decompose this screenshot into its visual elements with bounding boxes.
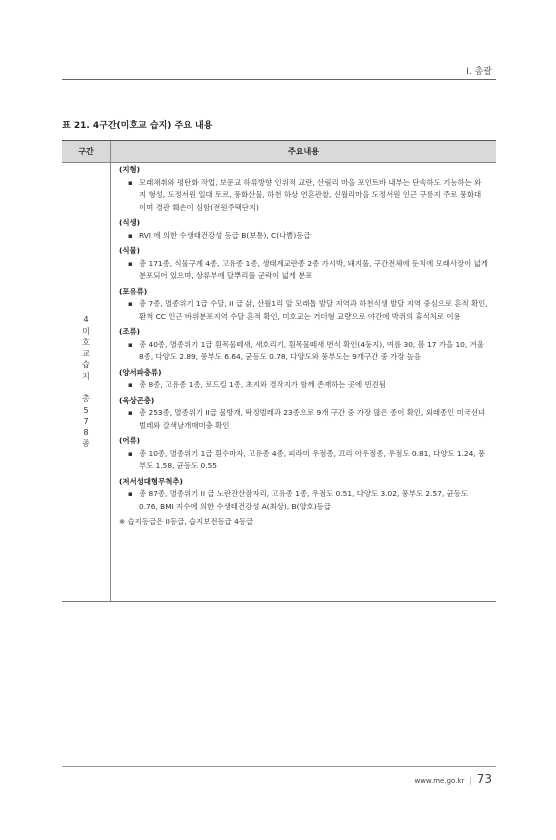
segment-char: 호 (82, 337, 90, 347)
table-body-row (62, 163, 496, 601)
segment-char: 7 (83, 416, 89, 426)
page-footer (414, 772, 492, 786)
segment-char: 종 (82, 439, 90, 449)
section-bullet: ▪ 모래채취와 평탄화 작업, 보문교 하류방향 인위적 교란, 산림리 마을 포인트바 내부는 단속하도 기능하는 와지 형성, 도정서원 일대 토르, 풍화산물, 하천 하상 연흔관찰, 신월리마을 도정서원 인근 구릉지 주로 풍화대이며 경관 훼손이 심함(전원주택단지) (119, 177, 488, 215)
segment-char: 5 (83, 405, 89, 415)
footer-url: www.me.go.kr (414, 777, 465, 785)
section-title: (포유류) (119, 286, 148, 296)
segment-char (82, 382, 90, 393)
table-caption: 표 21. 4구간(미호교 습지) 주요 내용 (62, 121, 213, 131)
table-header-row (62, 141, 496, 163)
table-note: ※ 습지등급은 II등급, 습지보전등급 4등급 (119, 517, 254, 526)
section-bullet: ▪ 총 8종, 고유종 1종, 로드킬 1종, 초지와 경작지가 함께 존재하는 곳에 빈견됨 (119, 379, 488, 392)
section-title: (지형) (119, 165, 141, 174)
segment-char: 미 (82, 326, 90, 336)
segment-char: 교 (82, 349, 90, 359)
section-bullet: ▪ RVI 에 의한 수생태건강성 등급 B(보통), C(나쁨)등급 (119, 230, 488, 243)
segment-char: 총 (82, 394, 90, 404)
segment-label-vertical (82, 314, 90, 450)
column-header-segment: 구간 (62, 141, 111, 162)
content-cell (111, 163, 496, 601)
section-bullet: ▪ 총 7종, 멸종위기 1급 수달, II 급 삵, 산월1리 앞 모래톱 발달 지역과 하천식생 발달 지역 중심으로 흔적 확인, 환척 CC 인근 바위분포지역 수달 흔적 확인, 미호교는 거더형 교량으로 야간에 박쥐의 휴식처로 이용 (119, 298, 488, 323)
footer-rule (62, 766, 496, 767)
section-bullet: ▪ 총 40종, 멸종위기 1급 흰목물떼새, 새호리기, 흰목물떼새 번식 확인(4둥지), 여름 30, 봄 17 가을 10, 겨울 8종, 다양도 2.89, 풍부도 6.64, 균등도 0.78, 다양도와 풍부도는 9개구간 중 가장 높음 (119, 339, 488, 364)
segment-char: 4 (83, 315, 89, 325)
segment-cell (62, 163, 111, 601)
segment-char: 습 (82, 360, 90, 370)
section-title: (저서성대형무척추) (119, 476, 183, 486)
section-bullet: ▪ 총 253종, 멸종위기 II급 물방개, 딱정벌레과 23종으로 9개 구간 중 가장 많은 종이 확인, 외래종인 미국선녀벌레와 갈색날개매미충 확인 (119, 407, 488, 432)
section-title: (식물) (119, 246, 141, 255)
page-number: 73 (476, 772, 492, 786)
section-title: (육상곤충) (119, 395, 155, 405)
header-rule (62, 79, 496, 80)
section-bullet: ▪ 총 171종, 식물구계 4종, 고유종 1종, 생태계교란종 2종 가시박, 돼지풀, 구간전체에 둔치에 모래사장이 넓게 분포되어 있으며, 상류부에 달뿌리풀 군락이 넓게 분포 (119, 258, 488, 283)
segment-char: 지 (82, 371, 90, 381)
section-title: (양서파충류) (119, 367, 162, 377)
section-bullet: ▪ 총 10종, 멸종위기 1급 흰수마자, 고유종 4종, 피라미 우점종, 끄리 아우점종, 우점도 0.81, 다양도 1.24, 풍부도 1.58, 균등도 0.55 (119, 448, 488, 473)
footer-separator: | (469, 777, 472, 785)
column-header-content: 주요내용 (288, 147, 319, 156)
section-title: (어류) (119, 436, 141, 445)
section-bullet: ▪ 총 87종, 멸종위기 II 급 노란잔산잠자리, 고유종 1종, 우점도 0.51, 다양도 3.02, 풍부도 2.57, 균등도 0.76, BMI 지수에 의한 수생태건강성 A(최상), B(양호)등급 (119, 488, 488, 513)
section-title: (조류) (119, 327, 141, 336)
content-table (62, 140, 496, 602)
section-title: (식생) (119, 218, 141, 227)
chapter-header: I. 총괄 (466, 67, 492, 77)
segment-char: 8 (83, 428, 89, 438)
